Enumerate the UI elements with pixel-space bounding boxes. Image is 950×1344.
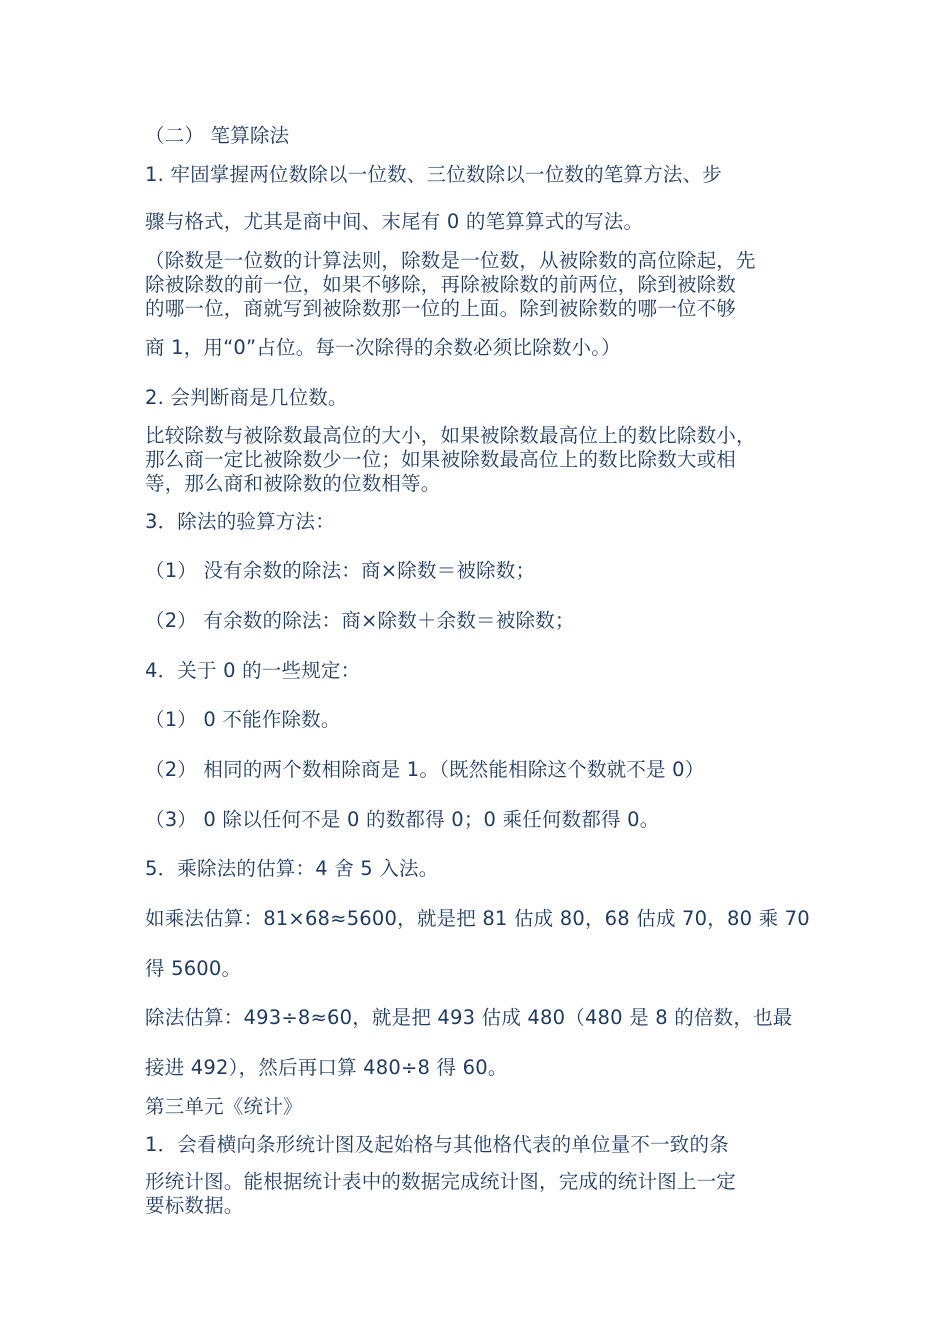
text-line: 如乘法估算：81×68≈5600，就是把 81 估成 80，68 估成 70，80 乘 70 [145,907,810,930]
text-line: 的哪一位，商就写到被除数那一位的上面。除到被除数的哪一位不够 [145,297,737,320]
text-line: （2） 有余数的除法：商×除数＋余数＝被除数； [145,609,575,632]
text-line: 1．会看横向条形统计图及起始格与其他格代表的单位量不一致的条 [145,1133,729,1156]
text-line: （3） 0 除以任何不是 0 的数都得 0；0 乘任何数都得 0。 [145,808,660,831]
text-line: 商 1，用“0”占位。每一次除得的余数必须比除数小。） [145,336,621,359]
text-line: 2. 会判断商是几位数。 [145,386,348,409]
text-line: 形统计图。能根据统计表中的数据完成统计图，完成的统计图上一定 [145,1170,737,1193]
text-line: 除法估算：493÷8≈60，就是把 493 估成 480（480 是 8 的倍数，也最 [145,1006,793,1029]
text-line: 接进 492），然后再口算 480÷8 得 60。 [145,1056,508,1079]
text-line: （2） 相同的两个数相除商是 1。（既然能相除这个数就不是 0） [145,758,705,781]
text-line: 等，那么商和被除数的位数相等。 [145,472,441,495]
text-line: 那么商一定比被除数少一位；如果被除数最高位上的数比除数大或相 [145,448,737,471]
text-line: （1） 没有余数的除法：商×除数＝被除数； [145,559,536,582]
text-line: 要标数据。 [145,1194,244,1217]
text-line: 1. 牢固掌握两位数除以一位数、三位数除以一位数的笔算方法、步 [145,163,723,186]
text-line: 5．乘除法的估算：4 舍 5 入法。 [145,857,439,880]
text-line: （除数是一位数的计算法则，除数是一位数，从被除数的高位除起，先 [145,249,756,272]
text-line: 除被除数的前一位，如果不够除，再除被除数的前两位，除到被除数 [145,273,737,296]
text-line: 3．除法的验算方法： [145,510,335,533]
text-line: 骤与格式，尤其是商中间、末尾有 0 的笔算算式的写法。 [145,210,644,233]
section-heading: （二） 笔算除法 [145,124,290,147]
text-line: 得 5600。 [145,957,242,980]
text-line: （1） 0 不能作除数。 [145,708,341,731]
section-heading: 第三单元《统计》 [145,1095,303,1118]
text-line: 4．关于 0 的一些规定： [145,659,361,682]
text-line: 比较除数与被除数最高位的大小，如果被除数最高位上的数比除数小， [145,424,756,447]
